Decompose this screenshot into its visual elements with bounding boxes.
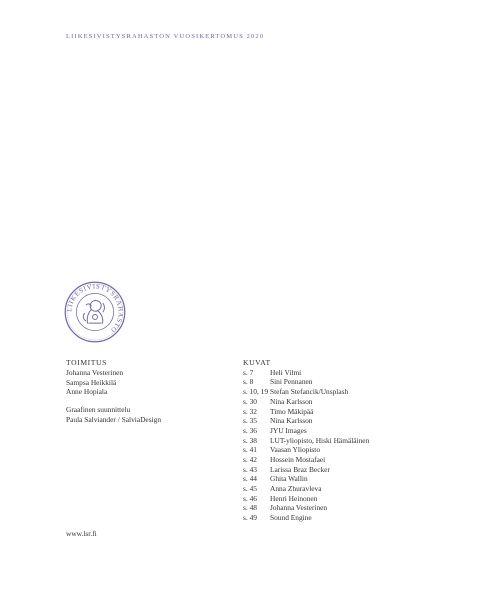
credit-name: Ghita Wallin xyxy=(270,474,308,484)
photo-credit-row xyxy=(243,503,453,513)
credit-page: s. 41 xyxy=(243,445,257,455)
credit-name: Hossein Mostafaei xyxy=(270,454,326,464)
website-link[interactable]: www.lsr.fi xyxy=(66,529,97,538)
credit-name: Nina Karlsson xyxy=(270,416,313,426)
kuvat-heading: KUVAT xyxy=(243,358,271,367)
photo-credit-row xyxy=(243,416,453,426)
credit-page: s. 36 xyxy=(243,425,257,435)
designer-name: Paula Salviander / SalviaDesign xyxy=(66,414,162,424)
design-label: Graafinen suunnittelu xyxy=(66,405,131,415)
credit-page: s. 48 xyxy=(243,503,257,513)
credit-page: s. 38 xyxy=(243,435,257,445)
toimitus-section xyxy=(66,358,216,425)
photo-credit-row xyxy=(243,407,453,417)
seal-ring-text: LIIKESIVISTYSRAHASTO xyxy=(66,283,124,334)
credit-name: Timo Mäkipää xyxy=(270,406,314,416)
photo-credit-row xyxy=(243,436,453,446)
report-title: LIIKESIVISTYSRAHASTON VUOSIKERTOMUS 2020 xyxy=(66,33,265,40)
editor-name: Johanna Vesterinen xyxy=(66,367,124,377)
credit-page: s. 45 xyxy=(243,484,257,494)
photo-credit-row xyxy=(243,397,453,407)
credit-page: s. 7 xyxy=(243,367,254,377)
credit-name: Stefan Stefancik/Unsplash xyxy=(270,387,349,397)
credit-page: s. 44 xyxy=(243,474,257,484)
credit-page: s. 46 xyxy=(243,493,257,503)
credit-page: s. 35 xyxy=(243,416,257,426)
credit-name: JYU Images xyxy=(270,425,307,435)
photo-credit-row xyxy=(243,426,453,436)
credit-name: Henri Heinonen xyxy=(270,493,318,503)
photo-credit-row xyxy=(243,377,453,387)
photo-credit-row xyxy=(243,484,453,494)
credit-name: Vaasan Yliopisto xyxy=(270,445,321,455)
editor-name: Anne Hopiala xyxy=(66,387,108,397)
photo-credit-row xyxy=(243,513,453,523)
credit-page: s. 30 xyxy=(243,396,257,406)
credit-name: Anna Zhuravleva xyxy=(270,484,322,494)
photo-credit-row xyxy=(243,455,453,465)
photo-credit-row xyxy=(243,474,453,484)
editor-name: Sampsa Heikkilä xyxy=(66,377,117,387)
photo-credit-row xyxy=(243,465,453,475)
photo-credit-row xyxy=(243,494,453,504)
toimitus-heading: TOIMITUS xyxy=(66,358,107,367)
credit-name: LUT-yliopisto, Hiski Hämäläinen xyxy=(270,435,370,445)
svg-text:LIIKESIVISTYSRAHASTO xyxy=(66,283,123,333)
credit-page: s. 43 xyxy=(243,464,257,474)
foundation-seal-logo xyxy=(64,281,126,343)
credit-page: s. 49 xyxy=(243,513,257,523)
credit-page: s. 8 xyxy=(243,377,254,387)
photo-credit-row xyxy=(243,368,453,378)
credit-name: Sound Engine xyxy=(270,513,312,523)
credit-name: Johanna Vesterinen xyxy=(270,503,328,513)
credit-page: s. 42 xyxy=(243,454,257,464)
credit-page: s. 32 xyxy=(243,406,257,416)
photo-credit-row xyxy=(243,387,453,397)
credit-name: Heli Vilmi xyxy=(270,367,302,377)
photo-credit-row xyxy=(243,445,453,455)
kuvat-section xyxy=(243,358,453,523)
credit-name: Larissa Braz Becker xyxy=(270,464,330,474)
credit-page: s. 10, 19 xyxy=(243,387,269,397)
credit-name: Nina Karlsson xyxy=(270,396,313,406)
credit-name: Sini Pennanen xyxy=(270,377,313,387)
